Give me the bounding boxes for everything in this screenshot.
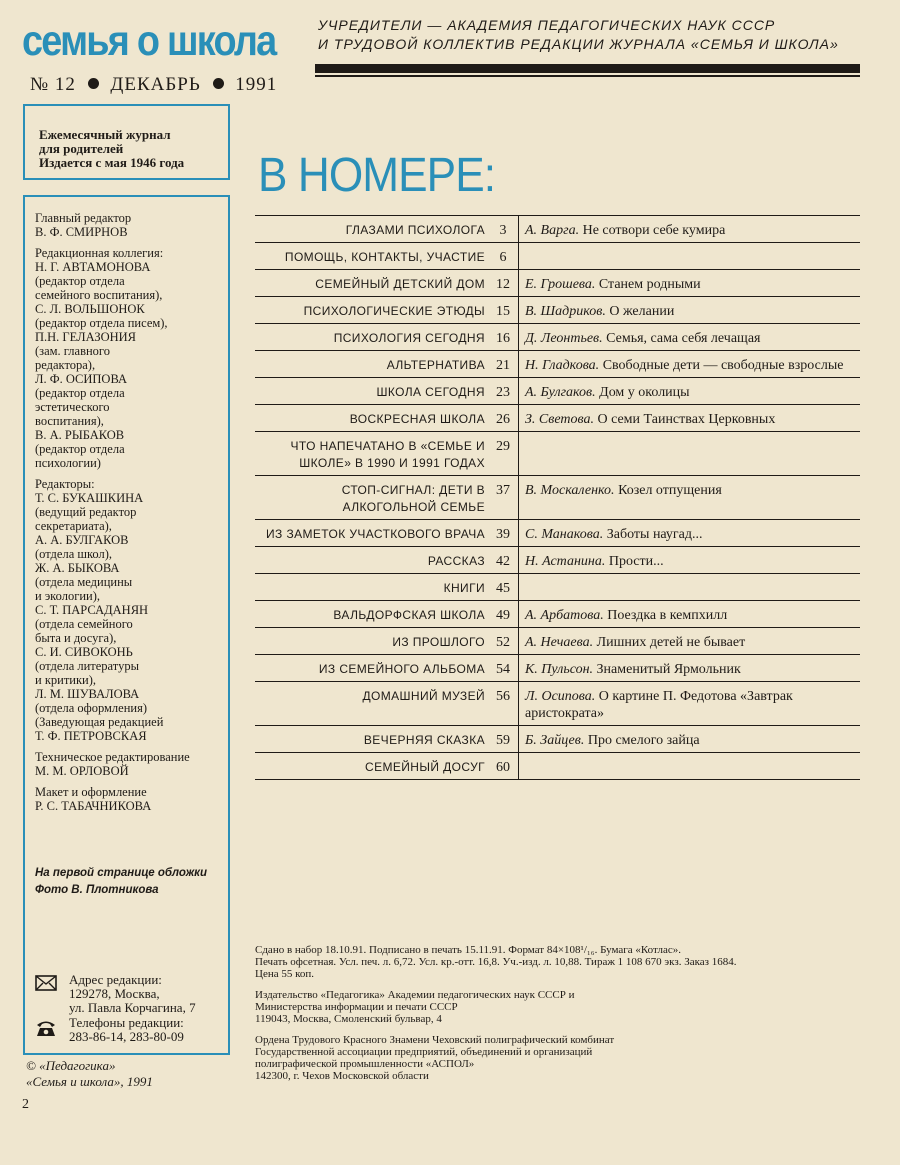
staff-role: (отдела литературы и критики), [35,659,139,687]
toc-title: Дом у околицы [599,385,690,400]
toc-title: Знаменитый Ярмольник [596,662,741,677]
toc-rubric: ВОСКРЕСНАЯ ШКОЛА [349,412,485,426]
toc-article [519,270,860,296]
tech-editing [35,750,235,778]
toc-article [519,405,860,431]
toc-row[interactable] [255,216,860,243]
toc-author: А. Варга. [525,223,580,238]
layout-title: Макет и оформление [35,785,147,799]
imprint [255,944,860,1091]
toc-page: 15 [488,297,519,323]
toc-page: 26 [488,405,519,431]
toc-page: 49 [488,601,519,627]
toc-article [519,324,860,350]
toc-title: Семья, сама себя лечащая [606,331,761,346]
header-rule-thin [315,75,860,77]
toc-row[interactable] [255,378,860,405]
toc-article [519,520,860,546]
toc-page: 54 [488,655,519,681]
address-text: Адрес редакции: 129278, Москва, ул. Павла Корчагина, 7 [69,972,196,1015]
copyright: © «Педагогика» «Семья и школа», 1991 [26,1058,153,1089]
layout-name: Р. С. ТАБАЧНИКОВА [35,799,152,813]
toc-rubric: ПСИХОЛОГИЯ СЕГОДНЯ [333,331,485,345]
toc-rubric: СЕМЕЙНЫЙ ДОСУГ [365,760,485,774]
toc-title: Свободные дети — свободные взрослые [602,358,844,373]
about-text: Ежемесячный журнал для родителей Издается с мая 1946 года [39,127,185,170]
staff-role: (отдела семейного быта и досуга), [35,617,133,645]
toc-rubric: ВЕЧЕРНЯЯ СКАЗКА [363,733,485,747]
toc-rubric: АЛЬТЕРНАТИВА [386,358,485,372]
toc-row[interactable] [255,682,860,726]
toc-page: 42 [488,547,519,573]
toc-page: 23 [488,378,519,404]
toc-rubric: ВАЛЬДОРФСКАЯ ШКОЛА [333,608,485,622]
toc-page: 21 [488,351,519,377]
toc-title: О картине П. Федотова «Завтрак аристократа» [525,689,793,721]
toc-page: 6 [488,243,519,269]
founders-note [318,16,878,54]
toc-article [519,216,860,242]
tech-name: М. М. ОРЛОВОЙ [35,764,129,778]
founders-line-1: УЧРЕДИТЕЛИ — АКАДЕМИЯ ПЕДАГОГИЧЕСКИХ НАУК СССР [318,17,776,33]
toc-row[interactable] [255,628,860,655]
toc-article [519,476,860,519]
toc-title: Заботы наугад... [606,527,703,542]
editors [35,477,235,743]
board-list [35,260,235,470]
toc-title: Не сотвори себе кумира [582,223,726,238]
toc-row[interactable] [255,726,860,753]
toc-title: Прости... [608,554,664,569]
toc-rubric: ИЗ СЕМЕЙНОГО АЛЬБОМА [318,662,485,676]
issue-line [30,74,277,96]
header-rule [315,64,860,73]
toc-author: А. Нечаева. [525,635,594,650]
staff-name: С. Т. ПАРСАДАНЯН [35,603,149,617]
toc-page: 3 [488,216,519,242]
toc-row[interactable] [255,547,860,574]
toc-title: Станем родными [598,277,701,292]
toc-page: 37 [488,476,519,519]
toc-page: 12 [488,270,519,296]
chief-name: В. Ф. СМИРНОВ [35,225,128,239]
magazine-logo: семья о школа [22,17,276,65]
toc-row[interactable] [255,476,860,520]
toc-rubric: ШКОЛА СЕГОДНЯ [376,385,485,399]
staff-role: (зам. главного редактора), [35,344,110,372]
staff-name: Л. Ф. ОСИПОВА [35,372,128,386]
toc-page: 60 [488,753,519,779]
toc-row[interactable] [255,243,860,270]
issue-year: 1991 [235,74,278,95]
staff-name: Т. С. БУКАШКИНА [35,491,144,505]
toc-title: О семи Таинствах Церковных [597,412,776,427]
board-title: Редакционная коллегия: [35,246,164,260]
staff-name: Т. Ф. ПЕТРОВСКАЯ [35,729,147,743]
toc-row[interactable] [255,405,860,432]
bullet-icon [213,78,224,89]
staff-role: (редактор отдела писем), [35,316,168,330]
staff-role: (отдела оформления) (Заведующая редакцией [35,701,164,729]
toc-page: 59 [488,726,519,752]
toc-author: Д. Леонтьев. [525,331,603,346]
staff-role: (отдела медицины и экологии), [35,575,133,603]
toc-author: Н. Астанина. [525,554,606,569]
toc-author: Б. Зайцев. [525,733,585,748]
staff-name: П.Н. ГЕЛАЗОНИЯ [35,330,137,344]
toc-row[interactable] [255,297,860,324]
toc-row[interactable] [255,270,860,297]
toc-rubric: КНИГИ [443,581,485,595]
toc-row[interactable] [255,655,860,682]
toc-article [519,351,860,377]
toc-page: 52 [488,628,519,654]
toc-article [519,628,860,654]
staff-name: А. А. БУЛГАКОВ [35,533,129,547]
cover-credit [35,865,207,899]
editorial-board [35,246,235,470]
imprint-printer: Ордена Трудового Красного Знамени Чеховский полиграфический комбинат Государственной ассоциации предприятий, объединений и организаций полиграфической промышленности «АСПОЛ» 142300, г. Чехов Московской области [255,1034,615,1082]
toc-article [519,682,860,725]
staff-box [23,195,230,1055]
toc-heading: В НОМЕРЕ: [258,149,496,202]
toc-article [519,243,860,269]
toc-article [519,655,860,681]
toc-page: 56 [488,682,519,725]
toc-article [519,378,860,404]
toc-page: 39 [488,520,519,546]
staff-name: Ж. А. БЫКОВА [35,561,120,575]
toc-row[interactable] [255,432,860,476]
phones-text: Телефоны редакции: 283-86-14, 283-80-09 [69,1015,184,1044]
staff-role: (отдела школ), [35,547,113,561]
toc-row[interactable] [255,574,860,601]
toc-author: Е. Грошева. [525,277,596,292]
about-box [23,104,230,180]
telephone-icon [35,1019,57,1037]
toc-author: А. Арбатова. [525,608,604,623]
staff-name: Л. М. ШУВАЛОВА [35,687,140,701]
toc-author: Л. Осипова. [525,689,596,704]
toc-article [519,726,860,752]
toc-row[interactable] [255,520,860,547]
toc-page: 16 [488,324,519,350]
toc-author: А. Булгаков. [525,385,596,400]
staff-role: (редактор отдела семейного воспитания), [35,274,163,302]
toc-page: 45 [488,574,519,600]
toc-author: С. Манакова. [525,527,604,542]
toc-article [519,432,860,475]
staff-name: Н. Г. АВТАМОНОВА [35,260,151,274]
toc-rubric: ЧТО НАПЕЧАТАНО В «СЕМЬЕ И ШКОЛЕ» В 1990 И 1991 ГОДАХ [290,439,485,470]
staff-name: С. И. СИВОКОНЬ [35,645,133,659]
toc-rubric: РАССКАЗ [427,554,485,568]
toc-title: Козел отпущения [618,483,722,498]
toc-rubric: ГЛАЗАМИ ПСИХОЛОГА [345,223,485,237]
staff-role: (ведущий редактор секретариата), [35,505,137,533]
toc-rubric: ДОМАШНИЙ МУЗЕЙ [362,689,485,703]
staff-role: (редактор отдела эстетического воспитания), [35,386,125,428]
toc-article [519,753,860,779]
issue-number: № 12 [30,74,76,95]
toc-rubric: ИЗ ПРОШЛОГО [392,635,485,649]
toc-article [519,297,860,323]
toc-row[interactable] [255,601,860,628]
bullet-icon [88,78,99,89]
toc-title: Лишних детей не бывает [596,635,746,650]
toc-author: В. Москаленко. [525,483,615,498]
toc-rubric: СЕМЕЙНЫЙ ДЕТСКИЙ ДОМ [315,277,485,291]
toc-rubric: СТОП-СИГНАЛ: ДЕТИ В АЛКОГОЛЬНОЙ СЕМЬЕ [341,483,485,514]
toc-row[interactable] [255,753,860,780]
toc-row[interactable] [255,324,860,351]
toc-author: Н. Гладкова. [525,358,600,373]
staff-list [35,211,235,820]
toc-title: О желании [609,304,675,319]
staff-role: (редактор отдела психологии) [35,442,125,470]
imprint-print-details: Сдано в набор 18.10.91. Подписано в печать 15.11.91. Формат 84×108¹/₁₆. Бумага «Котлас». Печать офсетная. Усл. печ. л. 6,72. Усл. кр.-отт. 16,8. Уч.-изд. л. 10,88. Тираж 1 108 670 экз. Заказ 1684. Цена 55 коп. [255,944,737,980]
issue-month: ДЕКАБРЬ [110,74,201,95]
editors-title: Редакторы: [35,477,95,491]
staff-name: С. Л. ВОЛЬШОНОК [35,302,145,316]
envelope-icon [35,975,57,991]
toc-page: 29 [488,432,519,475]
toc-author: З. Светова. [525,412,594,427]
toc-article [519,574,860,600]
chief-editor [35,211,235,239]
toc-title: Про смелого зайца [587,733,700,748]
staff-name: В. А. РЫБАКОВ [35,428,125,442]
layout-design [35,785,235,813]
page-number: 2 [22,1097,29,1112]
toc-rubric: ИЗ ЗАМЕТОК УЧАСТКОВОГО ВРАЧА [266,527,485,541]
toc-title: Поездка в кемпхилл [607,608,728,623]
toc-row[interactable] [255,351,860,378]
founders-line-2: И ТРУДОВОЙ КОЛЛЕКТИВ РЕДАКЦИИ ЖУРНАЛА «СЕМЬЯ И ШКОЛА» [318,36,839,52]
chief-title: Главный редактор [35,211,132,225]
toc-rubric: ПСИХОЛОГИЧЕСКИЕ ЭТЮДЫ [303,304,485,318]
table-of-contents [255,215,860,780]
cover-line-2: Фото В. Плотникова [35,884,159,896]
toc-author: В. Шадриков. [525,304,606,319]
toc-author: К. Пульсон. [525,662,594,677]
toc-article [519,547,860,573]
toc-article [519,601,860,627]
imprint-publisher: Издательство «Педагогика» Академии педагогических наук СССР и Министерства информации и печати СССР 119043, Москва, Смоленский бульвар, 4 [255,989,575,1025]
tech-title: Техническое редактирование [35,750,190,764]
editors-list [35,491,235,743]
toc-rubric: ПОМОЩЬ, КОНТАКТЫ, УЧАСТИЕ [284,250,485,264]
cover-line-1: На первой странице обложки [35,867,208,879]
